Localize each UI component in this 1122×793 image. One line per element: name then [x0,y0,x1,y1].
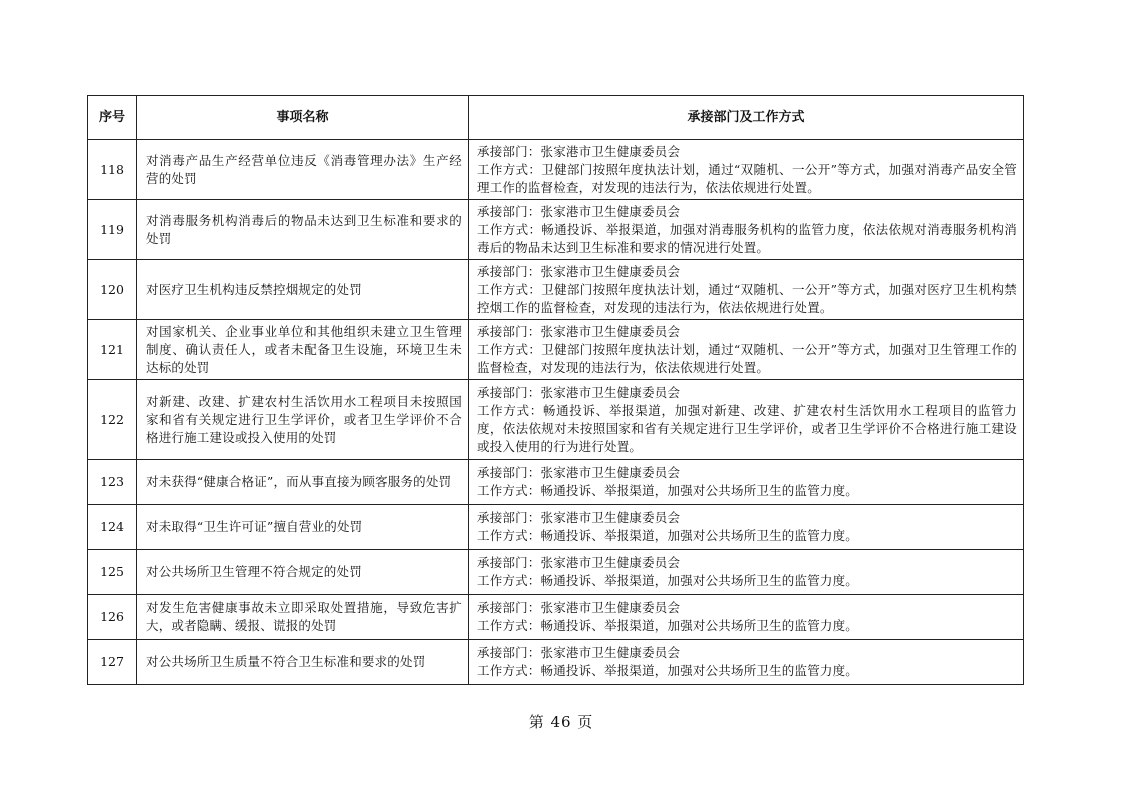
department-method-cell [469,550,1024,595]
table-row [88,460,1024,505]
table-row [88,550,1024,595]
matter-name: 对未获得“健康合格证”，而从事直接为顾客服务的处罚 [137,460,469,505]
row-number: 122 [88,380,137,460]
row-number: 119 [88,200,137,260]
department: 承接部门：张家港市卫生健康委员会 [477,384,681,400]
table-row [88,595,1024,640]
department: 承接部门：张家港市卫生健康委员会 [477,143,681,159]
work-method: 工作方式：畅通投诉、举报渠道，加强对公共场所卫生的监管力度。 [477,528,859,543]
department: 承接部门：张家港市卫生健康委员会 [477,555,681,570]
table-header-row [88,96,1024,140]
header-number: 序号 [88,96,137,140]
department-method-cell [469,380,1024,460]
work-method: 工作方式：卫健部门按照年度执法计划，通过“双随机、一公开”等方式，加强对医疗卫生机构禁控烟工作的监督检查，对发现的违法行为，依法依规进行处置。 [477,281,1017,315]
department-method-cell [469,320,1024,380]
department: 承接部门：张家港市卫生健康委员会 [477,263,681,279]
row-number: 125 [88,550,137,595]
table-row [88,260,1024,320]
department: 承接部门：张家港市卫生健康委员会 [477,600,681,615]
department-method-cell [469,505,1024,550]
matter-name: 对未取得“卫生许可证”擅自营业的处罚 [137,505,469,550]
table-row [88,640,1024,685]
matter-name: 对公共场所卫生管理不符合规定的处罚 [137,550,469,595]
work-method: 工作方式：卫健部门按照年度执法计划，通过“双随机、一公开”等方式，加强对消毒产品安全管理工作的监督检查，对发现的违法行为，依法依规进行处置。 [477,161,1017,195]
matters-table [87,95,1024,685]
row-number: 118 [88,140,137,200]
department-method-cell [469,140,1024,200]
page-number: 第 46 页 [528,713,594,731]
work-method: 工作方式：畅通投诉、举报渠道，加强对公共场所卫生的监管力度。 [477,483,859,498]
table-row [88,505,1024,550]
table-row [88,320,1024,380]
header-matter-name: 事项名称 [137,96,469,140]
department: 承接部门：张家港市卫生健康委员会 [477,510,681,525]
table-row [88,380,1024,460]
header-department-method: 承接部门及工作方式 [469,96,1024,140]
work-method: 工作方式：卫健部门按照年度执法计划，通过“双随机、一公开”等方式，加强对卫生管理工作的监督检查，对发现的违法行为，依法依规进行处置。 [477,341,1017,375]
matter-name: 对新建、改建、扩建农村生活饮用水工程项目未按照国家和省有关规定进行卫生学评价，或者卫生学评价不合格进行施工建设或投入使用的处罚 [137,380,469,460]
department: 承接部门：张家港市卫生健康委员会 [477,465,681,480]
row-number: 123 [88,460,137,505]
work-method: 工作方式：畅通投诉、举报渠道，加强对公共场所卫生的监管力度。 [477,573,859,588]
table-row [88,200,1024,260]
work-method: 工作方式：畅通投诉、举报渠道，加强对新建、改建、扩建农村生活饮用水工程项目的监管力度，依法依规对未按照国家和省有关规定进行卫生学评价，或者卫生学评价不合格进行施工建设或投入使用的行为进行处置。 [477,402,1017,454]
row-number: 126 [88,595,137,640]
work-method: 工作方式：畅通投诉、举报渠道，加强对公共场所卫生的监管力度。 [477,618,859,633]
matter-name: 对消毒服务机构消毒后的物品未达到卫生标准和要求的处罚 [137,200,469,260]
department-method-cell [469,260,1024,320]
matter-name: 对发生危害健康事故未立即采取处置措施，导致危害扩大，或者隐瞒、缓报、谎报的处罚 [137,595,469,640]
row-number: 121 [88,320,137,380]
matter-name: 对公共场所卫生质量不符合卫生标准和要求的处罚 [137,640,469,685]
department-method-cell [469,460,1024,505]
matter-name: 对医疗卫生机构违反禁控烟规定的处罚 [137,260,469,320]
row-number: 120 [88,260,137,320]
work-method: 工作方式：畅通投诉、举报渠道，加强对消毒服务机构的监管力度，依法依规对消毒服务机构消毒后的物品未达到卫生标准和要求的情况进行处置。 [477,221,1017,255]
row-number: 124 [88,505,137,550]
row-number: 127 [88,640,137,685]
department: 承接部门：张家港市卫生健康委员会 [477,323,681,339]
matter-name: 对国家机关、企业事业单位和其他组织未建立卫生管理制度、确认责任人，或者未配备卫生设施，环境卫生未达标的处罚 [137,320,469,380]
matter-name: 对消毒产品生产经营单位违反《消毒管理办法》生产经营的处罚 [137,140,469,200]
department-method-cell [469,595,1024,640]
department-method-cell [469,640,1024,685]
department: 承接部门：张家港市卫生健康委员会 [477,203,681,219]
work-method: 工作方式：畅通投诉、举报渠道，加强对公共场所卫生的监管力度。 [477,663,859,678]
department-method-cell [469,200,1024,260]
table-row [88,140,1024,200]
department: 承接部门：张家港市卫生健康委员会 [477,645,681,660]
